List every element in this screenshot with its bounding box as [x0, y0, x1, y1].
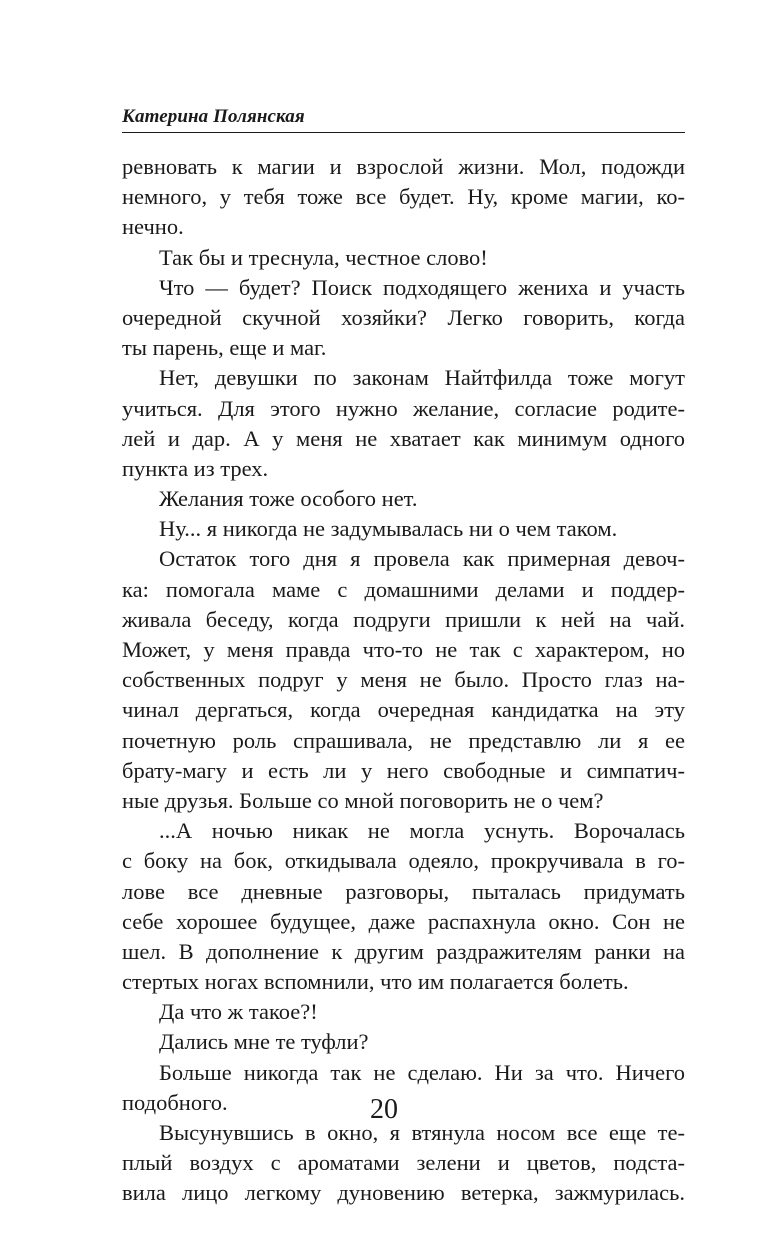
text-line: почетную роль спрашивала, не представлю ли я ее: [122, 727, 685, 753]
text-line: Желания тоже особого нет.: [159, 486, 418, 512]
text-line: чинал дергаться, когда очередная кандидатка на эту: [122, 697, 685, 723]
text-line: Ну... я никогда не задумывалась ни о чем таком.: [159, 516, 618, 542]
text-line: с боку на бок, откидывала одеяло, прокручивала в го-: [122, 848, 685, 874]
text-line: вила лицо легкому дуновению ветерка, зажмурилась.: [122, 1180, 685, 1206]
text-line: ты парень, еще и маг.: [122, 335, 327, 361]
text-line: подобного.: [122, 1089, 228, 1115]
body-text: [122, 152, 685, 1209]
text-line: себе хорошее будущее, даже распахнула окно. Сон не: [122, 908, 685, 934]
text-line: лове все дневные разговоры, пыталась придумать: [122, 878, 685, 904]
text-line: лей и дар. А у меня не хватает как минимум одного: [122, 425, 685, 451]
text-line: собственных подруг у меня не было. Просто глаз на-: [122, 667, 685, 693]
text-line: Так бы и треснула, честное слово!: [159, 244, 488, 270]
header-rule: [122, 132, 685, 133]
text-line: Высунувшись в окно, я втянула носом все еще те-: [159, 1120, 685, 1145]
text-line: немного, у тебя тоже все будет. Ну, кроме магии, ко-: [122, 184, 685, 210]
text-line: ревновать к магии и взрослой жизни. Мол, подожди: [122, 154, 685, 179]
text-line: Что — будет? Поиск подходящего жениха и участь: [159, 274, 685, 300]
text-line: брату-магу и есть ли у него свободные и симпатич-: [122, 757, 685, 783]
text-line: Может, у меня правда что-то не так с характером, но: [122, 637, 685, 662]
text-line: Нет, девушки по законам Найтфилда тоже могут: [159, 365, 685, 391]
text-line: живала беседу, когда подруги пришли к ней на чай.: [122, 606, 685, 632]
text-line: стертых ногах вспомнили, что им полагается болеть.: [122, 969, 629, 995]
text-line: ные друзья. Больше со мной поговорить не о чем?: [122, 787, 604, 813]
text-line: учиться. Для этого нужно желание, согласие родите-: [122, 395, 685, 421]
text-line: очередной скучной хозяйки? Легко говорить, когда: [122, 304, 685, 330]
text-line: пункта из трех.: [122, 455, 269, 481]
text-line: ...А ночью никак не могла уснуть. Ворочалась: [159, 818, 685, 844]
text-line: нечно.: [122, 214, 184, 240]
page-number: 20: [370, 1094, 398, 1125]
text-line: Остаток того дня я провела как примерная девоч-: [159, 546, 685, 572]
text-line: плый воздух с ароматами зелени и цветов, подста-: [122, 1150, 685, 1176]
text-line: шел. В дополнение к другим раздражителям ранки на: [122, 938, 685, 964]
text-line: Да что ж такое?!: [159, 999, 318, 1025]
text-line: ка: помогала маме с домашними делами и поддер-: [122, 576, 685, 602]
text-line: Дались мне те туфли?: [159, 1029, 369, 1055]
running-head: Катерина Полянская: [122, 106, 305, 127]
text-line: Больше никогда так не сделаю. Ни за что. Ничего: [159, 1059, 685, 1085]
